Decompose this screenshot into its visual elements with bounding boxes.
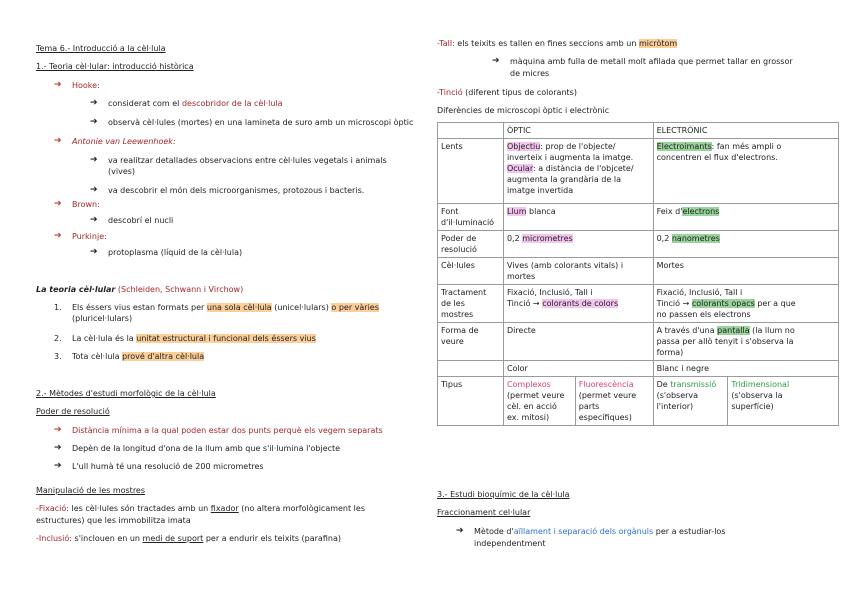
- table-row: [438, 377, 839, 426]
- tall-item: màquina amb fulla de metall molt afilada que permet tallar en grossor: [510, 57, 793, 66]
- row-label: Forma de veure: [438, 323, 504, 361]
- tipus-tridimensional: Tridimensional (s'observa la superfície): [728, 377, 839, 426]
- poder-item-2: Depèn de la longitud d'ona de la llum amb que s'il·lumina l'objecte: [72, 444, 341, 453]
- page-title: Tema 6.- Introducció a la cèl·lula: [36, 44, 166, 53]
- table-row: [438, 258, 839, 285]
- purkinje-name: Purkinje:: [72, 232, 107, 241]
- poder-title: Poder de resolució: [36, 407, 110, 416]
- row-label: Tipus: [438, 377, 504, 426]
- table-row: [438, 204, 839, 231]
- poder-item-1: Distància mínima a la qual poden estar dos punts perquè els vegem separats: [72, 426, 383, 435]
- table-row: [438, 139, 839, 204]
- fracc-item-cont: independentment: [474, 539, 546, 548]
- forma-optic: Directe: [503, 323, 653, 361]
- table-row: [438, 123, 839, 139]
- fracc-item: Mètode d'aïllament i separació dels orgànuls per a estudiar-los: [474, 527, 726, 536]
- tipus-complexos: Complexos (permet veure cèl. en acció ex. mitosi): [503, 377, 575, 426]
- font-electronic: Feix d'electrons: [653, 204, 838, 231]
- arrow-icon: ➔: [90, 117, 98, 127]
- teoria-point-1: Els éssers vius estan formats per una sola cèl·lula (unicel·lulars) o per vàries: [72, 303, 379, 312]
- color-electronic: Blanc i negre: [653, 361, 838, 377]
- arrow-icon: ➔: [90, 155, 98, 165]
- celules-optic: Vives (amb colorants vitals) i mortes: [503, 258, 653, 285]
- font-optic: Llum blanca: [503, 204, 653, 231]
- fixacio-line: -Fixació: les cèl·lules són tractades amb un fixador (no altera morfològicament les: [36, 504, 365, 513]
- hooke-name: Hooke:: [72, 81, 100, 90]
- tincio-line: -Tinció (diferent tipus de colorants): [437, 88, 577, 97]
- leeuwenhoek-item-1: va realitzar detallades observacions entre cèl·lules vegetals i animals: [108, 156, 387, 165]
- arrow-icon: ➔: [54, 443, 62, 453]
- tall-item-cont: de micres: [510, 69, 550, 78]
- arrow-icon: ➔: [456, 526, 464, 536]
- hooke-item-2: observà cèl·lules (mortes) en una lamineta de suro amb un microscopi òptic: [108, 118, 414, 127]
- celules-electronic: Mortes: [653, 258, 838, 285]
- row-label: Font d'il·luminació: [438, 204, 504, 231]
- arrow-icon: ➔: [90, 215, 98, 225]
- arrow-icon: ➔: [54, 136, 62, 146]
- tall-line: -Tall: els teixits es tallen en fines seccions amb un micròtom: [437, 39, 678, 48]
- brown-name: Brown:: [72, 200, 100, 209]
- manip-title: Manipulació de les mostres: [36, 486, 146, 495]
- table-row: [438, 285, 839, 323]
- header-electronic: ELECTRÒNIC: [653, 123, 838, 139]
- color-optic: Color: [503, 361, 653, 377]
- tract-electronic: Fixació, Inclusió, Tall i Tinció → colorants opacs per a que no passen els electrons: [653, 285, 838, 323]
- row-label: Lents: [438, 139, 504, 204]
- teoria-point-1-cont: (pluricel·lulars): [72, 314, 133, 323]
- header-optic: ÒPTIC: [503, 123, 653, 139]
- table-row: [438, 323, 839, 361]
- arrow-icon: ➔: [492, 56, 500, 66]
- tipus-transmissio: De transmissió (s'observa l'interior): [653, 377, 728, 426]
- tipus-fluorescencia: Fluorescència (permet veure parts específiques): [575, 377, 653, 426]
- arrow-icon: ➔: [54, 425, 62, 435]
- comparison-table: [437, 122, 839, 426]
- section-2-title: 2.- Mètodes d'estudi morfològic de la cèl·lula: [36, 389, 216, 398]
- forma-electronic: A través d'una pantalla (la llum no passa per allò tenyit i s'observa la forma): [653, 323, 838, 361]
- arrow-icon: ➔: [90, 185, 98, 195]
- table-row: [438, 361, 839, 377]
- arrow-icon: ➔: [54, 461, 62, 471]
- arrow-icon: ➔: [54, 231, 62, 241]
- tract-optic: Fixació, Inclusió, Tall i Tinció → colorants de colors: [503, 285, 653, 323]
- teoria-point-2: La cèl·lula és la unitat estructural i funcional dels éssers vius: [72, 334, 316, 343]
- poder-optic: 0,2 micrometres: [503, 231, 653, 258]
- teoria-title: La teoria cèl·lular (Schleiden, Schwann i Virchow): [36, 285, 244, 294]
- diff-title: Diferències de microscopi òptic i electrònic: [437, 106, 610, 115]
- teoria-point-1-num: 1.: [54, 303, 62, 312]
- hooke-item-1: considerat com el descobridor de la cèl·lula: [108, 99, 283, 108]
- section-1-title: 1.- Teoria cèl·lular: introducció històrica: [36, 62, 194, 71]
- arrow-icon: ➔: [90, 98, 98, 108]
- fixacio-line-2: estructures) que les immobilitza imata: [36, 516, 191, 525]
- table-cell: [438, 123, 504, 139]
- teoria-point-3: Tota cèl·lula prové d'altra cèl·lula: [72, 352, 205, 361]
- row-label: Poder de resolució: [438, 231, 504, 258]
- leeuwenhoek-item-1-cont: (vives): [108, 167, 136, 176]
- leeuwenhoek-item-2: va descobrir el món dels microorganismes, protozous i bacteris.: [108, 186, 365, 195]
- teoria-point-3-num: 3.: [54, 352, 62, 361]
- table-row: [438, 231, 839, 258]
- leeuwenhoek-name: Antonie van Leewenhoek:: [72, 137, 176, 146]
- row-label: Cèl·lules: [438, 258, 504, 285]
- purkinje-item-1: protoplasma (líquid de la cèl·lula): [108, 248, 243, 257]
- lents-electronic: Electroimants: fan més ampli o concentren el flux d'electrons.: [653, 139, 838, 204]
- poder-electronic: 0,2 nanometres: [653, 231, 838, 258]
- fracc-title: Fraccionament cel·lular: [437, 508, 531, 517]
- poder-item-3: L'ull humà té una resolució de 200 micrometres: [72, 462, 264, 471]
- brown-item-1: descobrí el nucli: [108, 216, 174, 225]
- arrow-icon: ➔: [90, 247, 98, 257]
- table-cell: [438, 361, 504, 377]
- row-label: Tractament de les mostres: [438, 285, 504, 323]
- inclusio-line: -Inclusió: s'inclouen en un medi de suport per a endurir els teixits (parafina): [36, 534, 341, 543]
- section-3-title: 3.- Estudi bioquímic de la cèl·lula: [437, 490, 570, 499]
- teoria-point-2-num: 2.: [54, 334, 62, 343]
- lents-optic: Objectiu: prop de l'objecte/ inverteix i augmenta la imatge. Ocular: a distància de l'objcete/ augmenta la grandària de la imatge invertida: [503, 139, 653, 204]
- arrow-icon: ➔: [54, 199, 62, 209]
- arrow-icon: ➔: [54, 80, 62, 90]
